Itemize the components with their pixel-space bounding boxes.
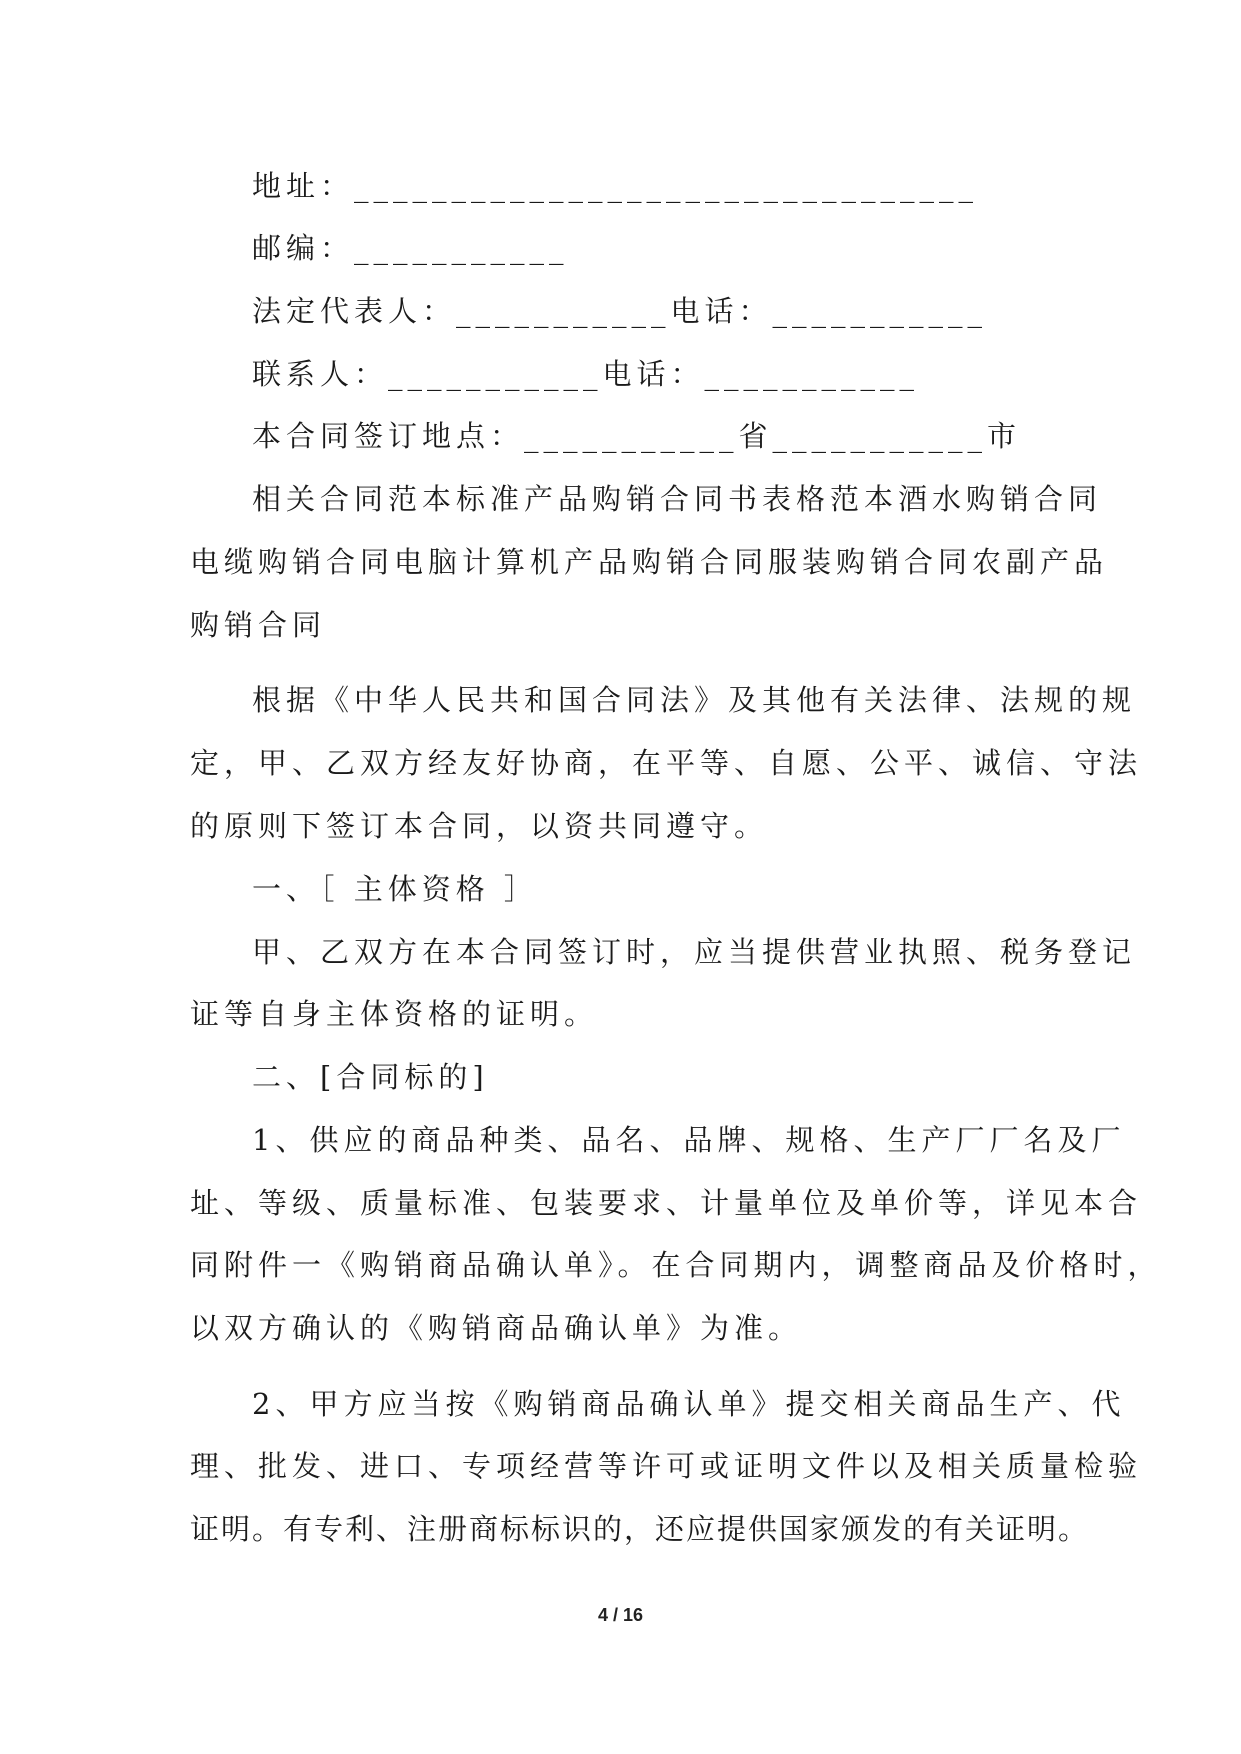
paragraph-related-templates-line-3: 购销合同 [190, 608, 327, 642]
address-line: 地址：________________________________ [252, 169, 979, 203]
paragraph-legal-basis-line-1: 根据《中华人民共和国合同法》及其他有关法律、法规的规 [252, 683, 1137, 717]
section-heading-subject-qualification: 一、［ 主体资格 ］ [252, 872, 538, 906]
clause-1-line-1: 1、供应的商品种类、品名、品牌、规格、生产厂厂名及厂 [252, 1123, 1126, 1157]
contact-person-line: 联系人：___________电话：___________ [252, 357, 920, 391]
paragraph-legal-basis-line-2: 定，甲、乙双方经友好协商，在平等、自愿、公平、诚信、守法 [190, 746, 1143, 780]
paragraph-related-templates-line-2: 电缆购销合同电脑计算机产品购销合同服装购销合同农副产品 [190, 545, 1109, 579]
clause-2-line-1: 2、甲方应当按《购销商品确认单》提交相关商品生产、代 [252, 1387, 1126, 1421]
clause-2-line-3: 证明。有专利、注册商标标识的，还应提供国家颁发的有关证明。 [190, 1512, 1090, 1546]
postcode-line: 邮编：___________ [252, 231, 569, 265]
clause-1-line-4: 以双方确认的《购销商品确认单》为准。 [190, 1311, 803, 1345]
clause-2-line-2: 理、批发、进口、专项经营等许可或证明文件以及相关质量检验 [190, 1449, 1143, 1483]
paragraph-legal-basis-line-3: 的原则下签订本合同，以资共同遵守。 [190, 809, 769, 843]
section-heading-contract-subject: 二、[合同标的] [252, 1060, 489, 1094]
clause-1-line-3: 同附件一《购销商品确认单》。在合同期内，调整商品及价格时， [190, 1248, 1162, 1282]
paragraph-qualification-line-2: 证等自身主体资格的证明。 [190, 997, 599, 1031]
clause-1-line-2: 址、等级、质量标准、包装要求、计量单位及单价等，详见本合 [190, 1186, 1143, 1220]
page-number: 4 / 16 [597, 1605, 644, 1625]
paragraph-qualification-line-1: 甲、乙双方在本合同签订时，应当提供营业执照、税务登记 [252, 935, 1137, 969]
legal-representative-line: 法定代表人：___________电话：___________ [252, 294, 988, 328]
paragraph-related-templates-line-1: 相关合同范本标准产品购销合同书表格范本酒水购销合同 [252, 482, 1103, 516]
signing-location-line: 本合同签订地点：___________省___________市 [252, 419, 1022, 453]
